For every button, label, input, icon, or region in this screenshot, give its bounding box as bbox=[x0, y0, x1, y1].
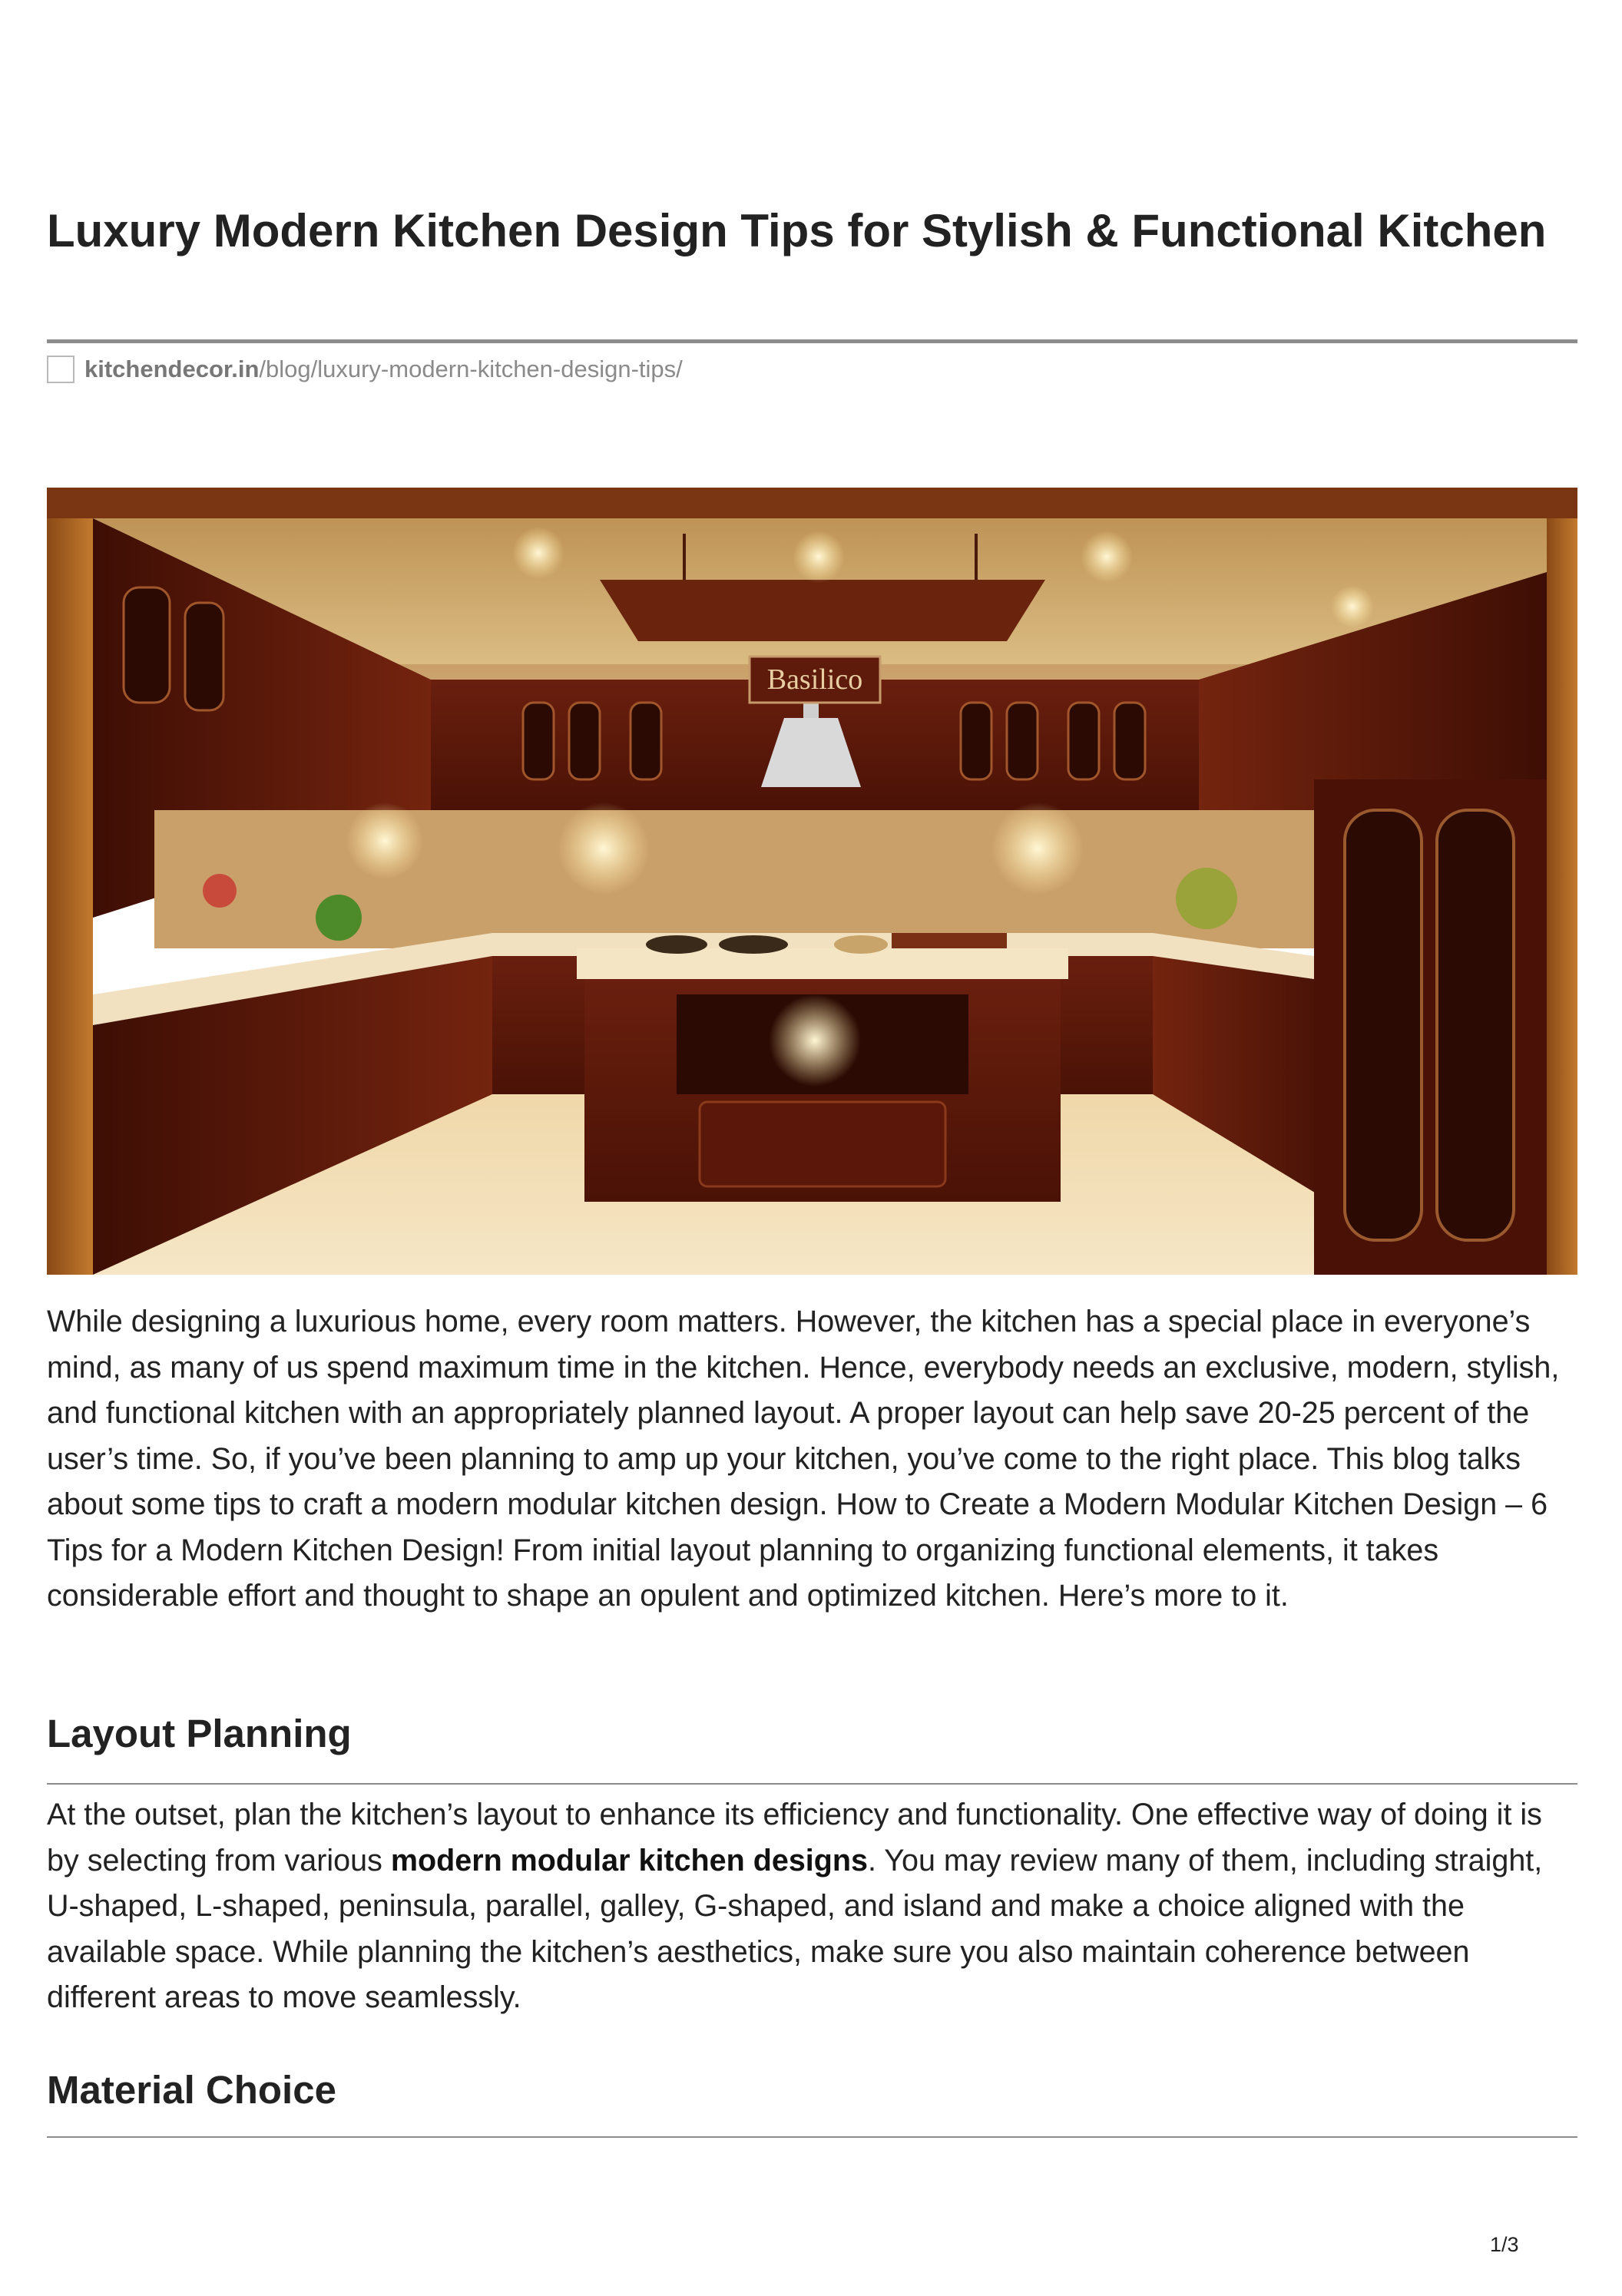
page-number: 1/3 bbox=[1490, 2233, 1519, 2256]
source-domain: kitchendecor.in bbox=[84, 356, 260, 382]
layout-planning-paragraph: At the outset, plan the kitchen’s layout to enhance its efficiency and functionality. One effective way of doing it is by selecting from various modern modular kitchen designs. You may review many of them, including straight, U-shaped, L-shaped, peninsula, parallel, galley, G-shaped, and island and make a choice aligned with the available space. While planning the kitchen’s aesthetics, make sure you also maintain coherence between different areas to move seamlessly. bbox=[47, 1798, 1543, 2014]
section-divider bbox=[47, 1783, 1577, 1785]
section-heading-layout-planning: Layout Planning bbox=[47, 1712, 352, 1755]
intro-paragraph: While designing a luxurious home, every room matters. However, the kitchen has a special place in everyone’s mind, as many of us spend maximum time in the kitchen. Hence, everybody needs an exclusive, modern, stylish, and functional kitchen with an appropriately planned layout. A proper layout can help save 20-25 percent of the user’s time. So, if you’ve been planning to amp up your kitchen, you’ve come to the right place. This blog talks about some tips to craft a modern modular kitchen design. How to Create a Modern Modular Kitchen Design – 6 Tips for a Modern Kitchen Design! From initial layout planning to organizing functional elements, it takes considerable effort and thought to shape an opulent and optimized kitchen. Here’s more to it. bbox=[47, 1305, 1560, 1613]
section-heading-material-choice: Material Choice bbox=[47, 2068, 336, 2112]
hero-image bbox=[47, 488, 1577, 1275]
article-title: Luxury Modern Kitchen Design Tips for Stylish & Functional Kitchen bbox=[47, 205, 1547, 256]
hero-sign-text: Basilico bbox=[766, 663, 863, 696]
source-path: /blog/luxury-modern-kitchen-design-tips/ bbox=[259, 356, 683, 382]
section-divider bbox=[47, 2136, 1577, 2138]
source-link[interactable] bbox=[47, 353, 683, 385]
modern-modular-kitchen-designs-link[interactable]: modern modular kitchen designs bbox=[390, 1843, 869, 1877]
favicon-placeholder-icon bbox=[47, 356, 74, 383]
title-divider bbox=[47, 339, 1577, 343]
